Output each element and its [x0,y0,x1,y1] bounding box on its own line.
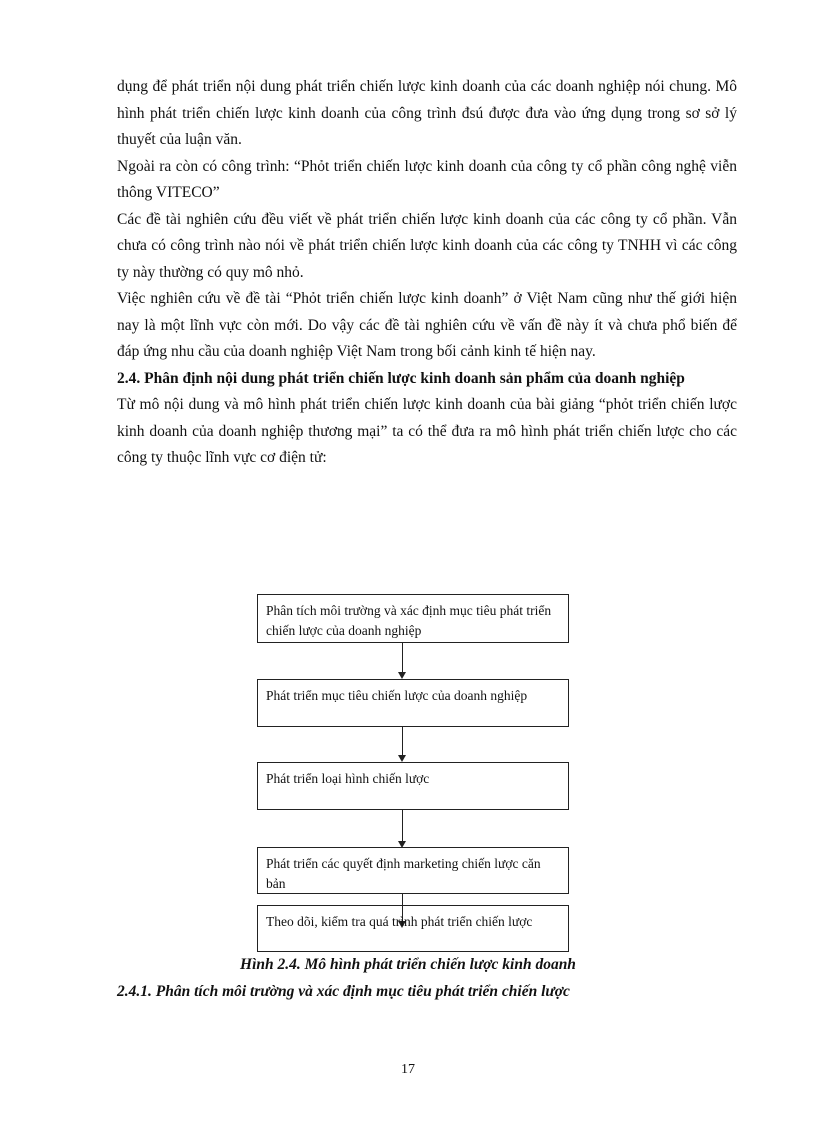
subsection-heading: 2.4.1. Phân tích môi trường và xác định mục tiêu phát triển chiến lược [117,983,570,1000]
flow-step-5: Theo dõi, kiểm tra quá trình phát triển chiến lược [257,905,569,952]
flow-arrow-1 [402,643,403,673]
section-intro: Từ mô nội dung và mô hình phát triển chiến lược kinh doanh của bài giảng “phỏt triển chiến lược kinh doanh của doanh nghiệp thương mại” ta có thể đưa ra mô hình phát triển chiến lược cho các công ty thuộc lĩnh vực cơ điện tử: [117,396,737,466]
body-text [117,74,737,472]
paragraph-3: Các đề tài nghiên cứu đều viết về phát triển chiến lược kinh doanh của các công ty cổ phần. Vẫn chưa có công trình nào nói về phát triển chiến lược kinh doanh của các công ty TNHH vì các công ty này thường có quy mô nhỏ. [117,210,737,281]
flow-step-2: Phát triển mục tiêu chiến lược của doanh nghiệp [257,679,569,727]
flow-step-1: Phân tích môi trường và xác định mục tiêu phát triển chiến lược của doanh nghiệp [257,594,569,643]
flow-arrowhead-1 [398,672,406,679]
figure-caption: Hình 2.4. Mô hình phát triển chiến lược kinh doanh [240,956,576,973]
flow-arrow-3 [402,810,403,842]
flow-step-4: Phát triển các quyết định marketing chiến lược căn bản [257,847,569,894]
paragraph-1: dụng để phát triển nội dung phát triển chiến lược kinh doanh của các doanh nghiệp nói chung. Mô hình phát triển chiến lược kinh doanh của công trình đsú được đưa vào ứng dụng trong sơ sở lý thuyết của luận văn. [117,78,737,148]
flow-arrow-2 [402,727,403,756]
paragraph-4: Việc nghiên cứu về đề tài “Phỏt triển chiến lược kinh doanh” ở Việt Nam cũng như thế giới hiện nay là một lĩnh vực còn mới. Do vậy các đề tài nghiên cứu về vấn đề này ít và chưa phổ biến để đáp ứng nhu cầu của doanh nghiệp Việt Nam trong bối cảnh kinh tế hiện nay. [117,290,737,360]
page-number: 17 [401,1062,415,1077]
paragraph-2: Ngoài ra còn có công trình: “Phỏt triển chiến lược kinh doanh của công ty cổ phần công nghệ viễn thông VITECO” [117,157,737,201]
section-heading: 2.4. Phân định nội dung phát triển chiến lược kinh doanh sản phẩm của doanh nghiệp [117,369,685,387]
flow-step-3: Phát triển loại hình chiến lược [257,762,569,810]
flow-arrowhead-2 [398,755,406,762]
